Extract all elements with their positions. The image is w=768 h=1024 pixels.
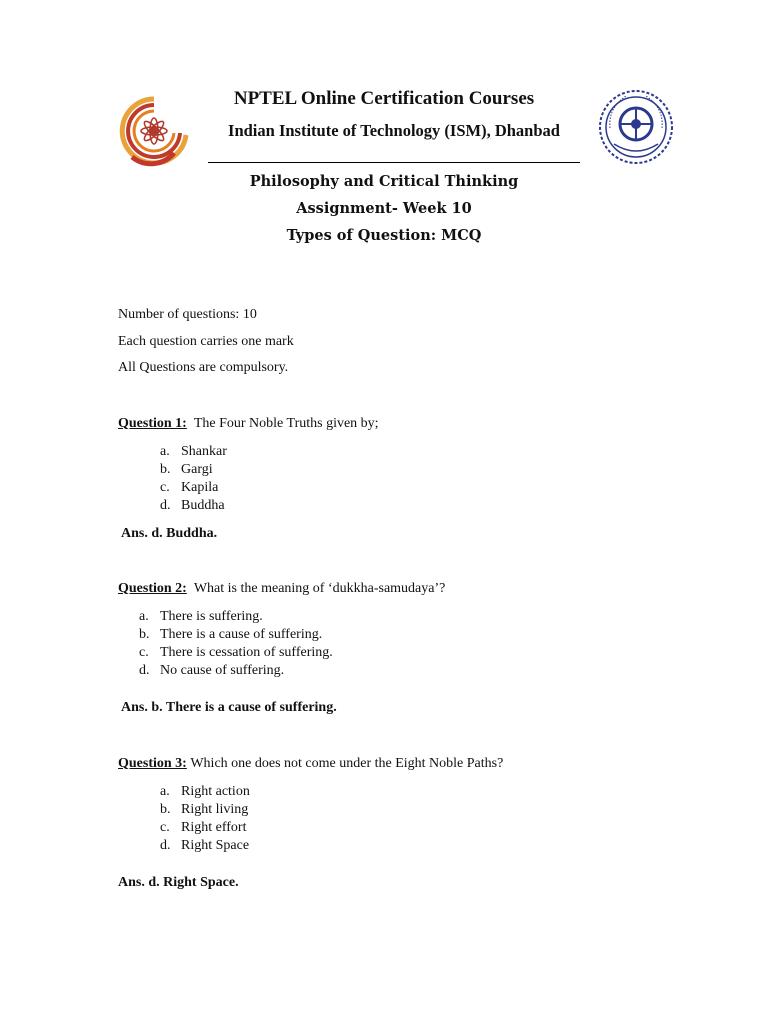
option-d: d. Right Space [160, 838, 250, 853]
option-b: b. Right living [160, 802, 249, 817]
option-a: a. Right action [160, 784, 250, 799]
answer-1: Ans. d. Buddha. [121, 526, 218, 541]
header-divider [208, 162, 580, 163]
question-label: Question 3: [118, 756, 187, 771]
question-label: Question 2: [118, 581, 187, 596]
question-2 [118, 581, 445, 597]
option-c: c. Right effort [160, 820, 247, 835]
option-a: a. Shankar [160, 444, 227, 459]
compulsory-note: All Questions are compulsory. [118, 360, 289, 375]
option-a: a. There is suffering. [139, 609, 263, 624]
option-c: c. Kapila [160, 480, 219, 495]
option-c: c. There is cessation of suffering. [139, 645, 333, 660]
header-title: NPTEL Online Certification Courses [233, 88, 535, 109]
question-3 [118, 756, 503, 772]
option-d: d. No cause of suffering. [139, 663, 285, 678]
answer-2: Ans. b. There is a cause of suffering. [121, 700, 337, 715]
option-b: b. There is a cause of suffering. [139, 627, 323, 642]
header-subtitle: Indian Institute of Technology (ISM), Dhanbad [228, 121, 560, 140]
question-text: What is the meaning of ‘dukkha-samudaya’? [193, 581, 446, 596]
num-questions: Number of questions: 10 [118, 307, 257, 322]
assignment-title: Assignment- Week 10 [296, 200, 472, 217]
marks-note: Each question carries one mark [118, 334, 294, 349]
question-text: Which one does not come under the Eight Noble Paths? [190, 756, 504, 771]
question-text: The Four Noble Truths given by; [193, 416, 379, 431]
question-1 [118, 416, 379, 432]
option-b: b. Gargi [160, 462, 213, 477]
course-name: Philosophy and Critical Thinking [249, 173, 519, 190]
option-d: d. Buddha [160, 498, 225, 513]
question-label: Question 1: [118, 416, 187, 431]
question-type: Types of Question: MCQ [286, 227, 482, 244]
answer-3: Ans. d. Right Space. [118, 875, 239, 890]
